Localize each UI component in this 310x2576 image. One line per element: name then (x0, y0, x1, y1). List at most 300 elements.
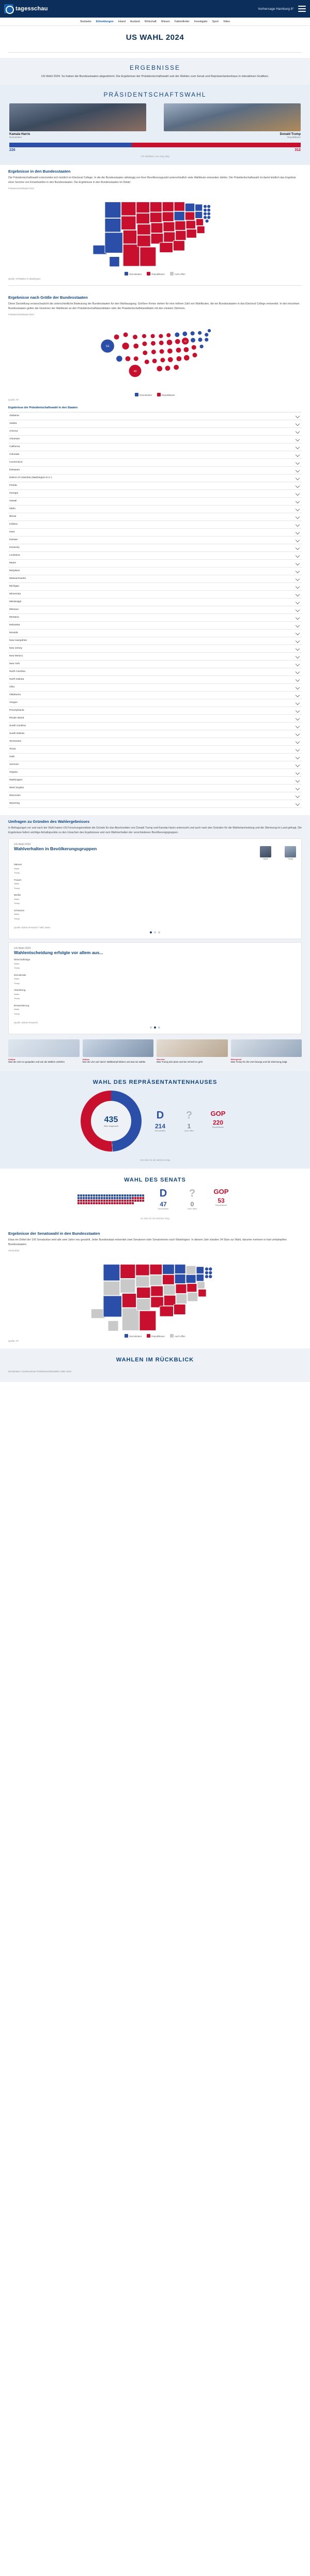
senate-seat (140, 1194, 142, 1197)
chevron-down-icon[interactable] (296, 685, 300, 689)
tagesschau-logo-icon (4, 4, 13, 13)
senate-seat (88, 1194, 90, 1197)
survey-bar-tag: Trump (14, 967, 20, 970)
state-row-label: Oregon (9, 701, 18, 704)
senate-seat (96, 1197, 98, 1199)
chevron-down-icon[interactable] (296, 445, 300, 449)
survey-bar-row (14, 1012, 296, 1016)
state-row[interactable] (8, 723, 302, 730)
chevron-down-icon[interactable] (296, 538, 300, 542)
usa-map-svg[interactable] (8, 193, 302, 270)
chevron-down-icon[interactable] (296, 492, 300, 496)
bubble-map-legend (8, 391, 302, 396)
state-row[interactable] (8, 599, 302, 606)
state-row[interactable] (8, 412, 302, 420)
trump-electoral-votes: 312 (295, 148, 301, 152)
senate-seat (116, 1202, 118, 1204)
candidate-harris (9, 103, 146, 139)
state-row-label: Texas (9, 748, 16, 751)
state-row[interactable] (8, 622, 302, 630)
chevron-down-icon[interactable] (296, 530, 300, 534)
senate-seat (93, 1194, 95, 1197)
senate-seat (98, 1200, 100, 1202)
senate-seat (106, 1197, 108, 1199)
chevron-down-icon[interactable] (296, 747, 300, 752)
state-row[interactable] (8, 777, 302, 785)
survey-bar-value: 32 (109, 962, 112, 965)
senate-choropleth-map[interactable] (8, 1255, 302, 1332)
size-result-block (0, 291, 310, 401)
state-row-label: New Hampshire (9, 639, 27, 642)
house-tally-rep (207, 1110, 229, 1128)
state-row[interactable] (8, 428, 302, 436)
survey-bar-value: 21 (80, 1008, 83, 1011)
state-list-title: Ergebnisse der Präsidentschaftswahl in den Staaten (8, 406, 78, 409)
survey-bar-tag: Harris (14, 993, 20, 995)
nav-item-4[interactable]: Wirtschaft (144, 20, 157, 23)
senate-seat (106, 1200, 108, 1202)
senate-seat (140, 1200, 142, 1202)
nav-item-2[interactable]: Inland (118, 20, 126, 23)
state-row[interactable] (8, 536, 302, 544)
senate-seat (132, 1194, 134, 1197)
senate-legend-open: noch offen (170, 1334, 185, 1338)
survey-group (14, 1004, 296, 1016)
senate-dem-label: Demokraten (158, 1208, 169, 1210)
state-row[interactable] (8, 521, 302, 529)
state-row[interactable] (8, 630, 302, 637)
state-row[interactable] (8, 661, 302, 668)
state-row[interactable] (8, 482, 302, 490)
state-row[interactable] (8, 785, 302, 792)
senate-seat (85, 1197, 87, 1199)
senate-seat (132, 1200, 134, 1202)
senate-seat (101, 1194, 103, 1197)
gop-symbol-icon: GOP (210, 1110, 226, 1117)
state-row[interactable] (8, 738, 302, 746)
electoral-bar-rep (132, 143, 301, 147)
state-row[interactable] (8, 513, 302, 521)
senate-seat (101, 1197, 103, 1199)
state-row-label: Ohio (9, 686, 15, 689)
senate-seat (111, 1197, 113, 1199)
question-mark-icon: ? (189, 1188, 196, 1199)
survey-bar-tag: Harris (14, 867, 20, 870)
state-row-label: Colorado (9, 453, 20, 456)
senate-seat (134, 1197, 136, 1199)
chevron-down-icon[interactable] (296, 647, 300, 651)
harris-portrait (9, 103, 146, 131)
nav-item-3[interactable]: Ausland (130, 20, 140, 23)
chevron-down-icon[interactable] (296, 430, 300, 434)
survey-bar-value: 45 (144, 887, 147, 890)
senate-open-seats: 0 (190, 1201, 194, 1208)
candidate-trump (164, 103, 301, 139)
survey-bar-row (14, 997, 296, 1001)
chevron-down-icon[interactable] (296, 523, 300, 527)
states-result-block (0, 165, 310, 280)
state-row[interactable] (8, 699, 302, 707)
survey-bar-row (14, 967, 296, 970)
survey1-title: Wahlverhalten in Bevölkerungsgruppen (14, 846, 97, 852)
survey-bar-value: 13 (58, 917, 61, 921)
chevron-down-icon[interactable] (296, 771, 300, 775)
teaser-title-2: Was Trump jetzt plant und wie schnell es geht (157, 1061, 203, 1064)
chevron-down-icon[interactable] (296, 422, 300, 426)
survey1-pagination[interactable] (14, 929, 296, 933)
senate-seat (90, 1197, 92, 1199)
brand-logo[interactable] (4, 4, 48, 13)
senate-legend-dem: Demokraten (125, 1334, 142, 1338)
senate-seat (96, 1202, 98, 1204)
teaser-thumb-3 (231, 1039, 302, 1057)
state-row[interactable] (8, 707, 302, 715)
state-row-label: South Carolina (9, 725, 26, 728)
state-row[interactable] (8, 637, 302, 645)
state-row-label: Kentucky (9, 546, 20, 549)
teaser-title-3: Was Trump für die USA bewegt und die Stimmung prägt (230, 1061, 287, 1064)
chevron-down-icon[interactable] (296, 546, 300, 550)
svg-text:19: 19 (184, 340, 187, 343)
state-row[interactable] (8, 443, 302, 451)
house-tally-open (178, 1110, 200, 1132)
senate-rep-seats: 53 (218, 1197, 225, 1204)
chevron-down-icon[interactable] (296, 654, 300, 658)
state-row[interactable] (8, 505, 302, 513)
teaser-thumb-2 (157, 1039, 228, 1057)
senate-seat (111, 1200, 113, 1202)
senate-map-svg[interactable] (8, 1255, 302, 1332)
chevron-down-icon[interactable] (296, 453, 300, 457)
senate-seat (109, 1202, 111, 1204)
senate-map-block (0, 1227, 310, 1342)
chevron-down-icon[interactable] (296, 608, 300, 612)
state-row[interactable] (8, 684, 302, 692)
state-row[interactable] (8, 653, 302, 661)
chevron-down-icon[interactable] (296, 554, 300, 558)
state-row[interactable] (8, 730, 302, 738)
state-row[interactable] (8, 715, 302, 723)
survey-bar-value: 34 (115, 982, 117, 985)
main-nav[interactable] (0, 18, 310, 26)
chevron-down-icon[interactable] (296, 763, 300, 767)
chevron-down-icon[interactable] (296, 585, 300, 589)
survey-card-motives (8, 942, 302, 1034)
senate-seat (88, 1197, 90, 1199)
nav-item-7[interactable]: Investigativ (194, 20, 208, 23)
teaser-2[interactable] (157, 1039, 228, 1064)
survey-bar-value: 73 (220, 993, 222, 996)
state-row[interactable] (8, 552, 302, 560)
chevron-down-icon[interactable] (296, 461, 300, 465)
state-row[interactable] (8, 474, 302, 482)
chevron-down-icon[interactable] (296, 577, 300, 581)
chevron-down-icon[interactable] (296, 724, 300, 728)
chevron-down-icon[interactable] (296, 740, 300, 744)
presidential-heading: PRÄSIDENTSCHAFTSWAHL (103, 90, 207, 98)
senate-seat (142, 1200, 144, 1202)
nav-item-6[interactable]: Faktenfinder (174, 20, 190, 23)
survey-bar-row (14, 867, 296, 870)
state-row-label: Pennsylvania (9, 709, 24, 712)
legend-open: noch offen (170, 272, 185, 275)
house-dem-seats: 214 (154, 1123, 166, 1130)
chevron-down-icon[interactable] (296, 778, 300, 783)
house-rep-seats: 220 (212, 1119, 224, 1126)
senate-open-label: noch offen (188, 1208, 197, 1210)
state-row[interactable] (8, 800, 302, 808)
state-row-label: District of Columbia (Washington D.C.) (9, 477, 52, 480)
house-section (0, 1071, 310, 1169)
divider (8, 52, 302, 53)
house-tally-dem (149, 1110, 172, 1132)
trump-party: Republikaner (287, 135, 301, 139)
survey2-source: Quelle: Edison Research (14, 1021, 38, 1024)
retrospect-title: WAHLEN IM RÜCKBLICK (116, 1357, 194, 1363)
senate-seat (85, 1194, 87, 1197)
chevron-down-icon[interactable] (296, 499, 300, 503)
state-row[interactable] (8, 746, 302, 754)
state-row[interactable] (8, 560, 302, 568)
state-row[interactable] (8, 498, 302, 505)
usa-bubble-svg[interactable] (8, 319, 302, 391)
senate-seat (83, 1197, 85, 1199)
survey-bar-tag: Trump (14, 998, 20, 1000)
harris-electoral-votes: 226 (9, 148, 16, 152)
teaser-title-1: Wie die USA auf Harris' Wahlkampf blicken und was sie wählte (82, 1061, 146, 1064)
state-row[interactable] (8, 668, 302, 676)
senate-seat (85, 1200, 87, 1202)
survey2-pagination[interactable] (14, 1024, 296, 1029)
usa-choropleth-map[interactable] (8, 193, 302, 270)
state-row[interactable] (8, 692, 302, 699)
house-open-label: noch offen (184, 1130, 194, 1132)
survey-group-label: Schwarze (14, 909, 25, 912)
senate-seat (127, 1200, 129, 1202)
svg-text:54: 54 (105, 345, 110, 348)
usa-bubble-map[interactable] (8, 319, 302, 391)
senate-seat (114, 1202, 116, 1204)
chevron-down-icon[interactable] (296, 716, 300, 720)
hamburger-menu-icon[interactable] (298, 6, 306, 12)
state-row-label: Missouri (9, 608, 19, 611)
senate-map-source: Quelle: AP (8, 1340, 19, 1343)
state-row[interactable] (8, 769, 302, 777)
state-row[interactable] (8, 583, 302, 591)
senate-seat (119, 1197, 121, 1199)
house-total-label: Sitze insgesamt (103, 1124, 119, 1127)
states-map-label: Präsidentschaftswahl 2024 (8, 187, 35, 190)
senate-seat (119, 1200, 121, 1202)
senate-seat (114, 1200, 116, 1202)
chevron-down-icon[interactable] (296, 732, 300, 736)
chevron-down-icon[interactable] (296, 569, 300, 573)
survey-bar-tag: Trump (14, 982, 20, 985)
survey-bar-tag: Trump (14, 917, 20, 920)
chevron-down-icon[interactable] (296, 709, 300, 713)
state-row-label: Nebraska (9, 624, 20, 627)
chevron-down-icon[interactable] (296, 670, 300, 674)
presidential-section (0, 85, 310, 165)
senate-map-title: Ergebnisse der Senatswahl in den Bundesstaaten (8, 1231, 100, 1236)
chevron-down-icon[interactable] (296, 414, 300, 418)
chevron-down-icon[interactable] (296, 794, 300, 798)
senate-seat (137, 1200, 139, 1202)
state-row[interactable] (8, 467, 302, 474)
size-map-source: Quelle: AP (8, 398, 19, 401)
state-row-label: New Jersey (9, 647, 23, 650)
state-row-label: Florida (9, 484, 17, 487)
senate-seat (83, 1202, 85, 1204)
chevron-down-icon[interactable] (296, 515, 300, 519)
teaser-0[interactable] (8, 1039, 80, 1064)
state-row[interactable] (8, 544, 302, 552)
state-row[interactable] (8, 606, 302, 614)
survey-group-label: Abtreibung (14, 989, 26, 992)
chevron-down-icon[interactable] (296, 600, 300, 604)
chevron-down-icon[interactable] (296, 476, 300, 480)
teaser-1[interactable] (83, 1039, 154, 1064)
state-row[interactable] (8, 761, 302, 769)
chevron-down-icon[interactable] (296, 701, 300, 705)
harris-party: Demokraten (9, 135, 22, 139)
state-row-label: Illinois (9, 515, 17, 518)
senate-seat (129, 1197, 131, 1199)
nav-item-9[interactable]: Video (223, 20, 230, 23)
senate-section (0, 1169, 310, 1227)
chevron-down-icon[interactable] (296, 623, 300, 627)
senate-map-text: Etwa ein Drittel der 100 Senatssitze wird alle zwei Jahre neu gewählt. Jeder Bundesstaat entsendet zwei Senatoren oder Senatorinnen nach Washington. In diesem Jahr standen 34 Sitze zur Wahl, darunter mehrere in hart umkämpften Bundesstaaten. (8, 1238, 287, 1247)
survey-bar-value: 90 (265, 1013, 268, 1016)
state-row-label: Georgia (9, 492, 19, 495)
teaser-kicker-2: Interview (157, 1059, 165, 1061)
house-rep-label: Republikaner (212, 1126, 224, 1128)
survey-group (14, 958, 296, 970)
survey-bar-value: 55 (171, 871, 174, 875)
state-row-label: Connecticut (9, 461, 23, 464)
senate-tally-dem (152, 1188, 175, 1210)
chevron-down-icon[interactable] (296, 507, 300, 511)
state-row[interactable] (8, 490, 302, 498)
state-accordion[interactable] (8, 412, 302, 808)
chevron-down-icon[interactable] (296, 755, 300, 759)
survey-bar-value: 41 (133, 898, 136, 901)
chevron-down-icon[interactable] (296, 662, 300, 666)
chevron-down-icon[interactable] (296, 616, 300, 620)
state-row-label: Arizona (9, 430, 18, 433)
state-row-label: Alaska (9, 422, 17, 425)
nav-item-1[interactable]: Eilmeldungen (96, 20, 114, 23)
retrospect-subtitle: Demokraten / Gewinnerinnen Präsidentschaftswahlen 1992–2020 (8, 1370, 71, 1373)
senate-seat (142, 1194, 144, 1197)
chevron-down-icon[interactable] (296, 561, 300, 565)
chevron-down-icon[interactable] (296, 693, 300, 697)
nav-item-5[interactable]: Wissen (161, 20, 170, 23)
teaser-kicker-3: Hintergrund (230, 1059, 242, 1061)
chevron-down-icon[interactable] (296, 802, 300, 806)
state-row[interactable] (8, 529, 302, 536)
survey1-face-harris-name: Harris (263, 858, 268, 861)
results-heading: ERGEBNISSE (129, 64, 181, 71)
survey-bar-value: 62 (190, 977, 193, 980)
state-row-label: North Dakota (9, 678, 24, 681)
senate-seat (121, 1202, 123, 1204)
state-row[interactable] (8, 792, 302, 800)
senate-map-legend (8, 1332, 302, 1338)
survey-bar-row (14, 913, 296, 916)
survey-bar-tag: Harris (14, 962, 20, 965)
chevron-down-icon[interactable] (296, 437, 300, 441)
state-row-label: Vermont (9, 763, 19, 766)
chevron-down-icon[interactable] (296, 631, 300, 635)
state-row[interactable] (8, 754, 302, 761)
state-row[interactable] (8, 436, 302, 443)
state-row[interactable] (8, 420, 302, 428)
brand-name: tagesschau (16, 6, 48, 12)
state-row-label: Minnesota (9, 593, 21, 596)
survey-group-label: Einwanderung (14, 1004, 29, 1007)
state-row[interactable] (8, 451, 302, 459)
senate-seat (140, 1197, 142, 1199)
survey-bar-row (14, 1008, 296, 1011)
senate-title: WAHL DES SENATS (124, 1177, 186, 1183)
harris-thumb (260, 846, 271, 857)
nav-item-8[interactable]: Sport (212, 20, 219, 23)
state-row[interactable] (8, 568, 302, 575)
senate-seat (80, 1197, 82, 1199)
senate-seat (109, 1200, 111, 1202)
senate-seat (96, 1194, 98, 1197)
nav-item-0[interactable]: Startseite (80, 20, 91, 23)
survey-group (14, 879, 296, 891)
senate-dem-seats: 47 (160, 1201, 167, 1208)
survey1-source: Quelle: Edison Research / NBC News (14, 926, 51, 929)
state-row[interactable] (8, 591, 302, 599)
state-row-label: New York (9, 663, 20, 666)
chevron-down-icon[interactable] (296, 592, 300, 596)
state-row-label: South Dakota (9, 732, 25, 735)
survey-bar-row (14, 902, 296, 906)
senate-seat (119, 1194, 121, 1197)
survey-group-label: Männer (14, 863, 22, 866)
teaser-thumb-0 (8, 1039, 80, 1057)
chevron-down-icon[interactable] (296, 484, 300, 488)
chevron-down-icon[interactable] (296, 786, 300, 790)
chevron-down-icon[interactable] (296, 639, 300, 643)
state-row[interactable] (8, 614, 302, 622)
survey-group (14, 989, 296, 1001)
house-dem-label: Demokraten (154, 1130, 166, 1132)
teaser-kicker-0: Analyse (8, 1059, 16, 1061)
senate-legend-rep: Republikaner (147, 1334, 165, 1338)
survey-bar-row (14, 977, 296, 981)
weather-link[interactable]: Vorhersage Hamburg 8° (258, 7, 294, 11)
state-row[interactable] (8, 459, 302, 467)
state-row-label: California (9, 446, 20, 449)
senate-seat (88, 1200, 90, 1202)
senate-seat (124, 1194, 126, 1197)
surveys-section (0, 815, 310, 1071)
chevron-down-icon[interactable] (296, 468, 300, 472)
senate-rep-label: Republikaner (215, 1204, 227, 1206)
survey1-face-harris (260, 846, 271, 860)
state-row[interactable] (8, 575, 302, 583)
state-row[interactable] (8, 645, 302, 653)
teaser-3[interactable] (231, 1039, 302, 1064)
state-row[interactable] (8, 676, 302, 684)
survey-bar-value: 25 (90, 997, 93, 1000)
chevron-down-icon[interactable] (296, 678, 300, 682)
